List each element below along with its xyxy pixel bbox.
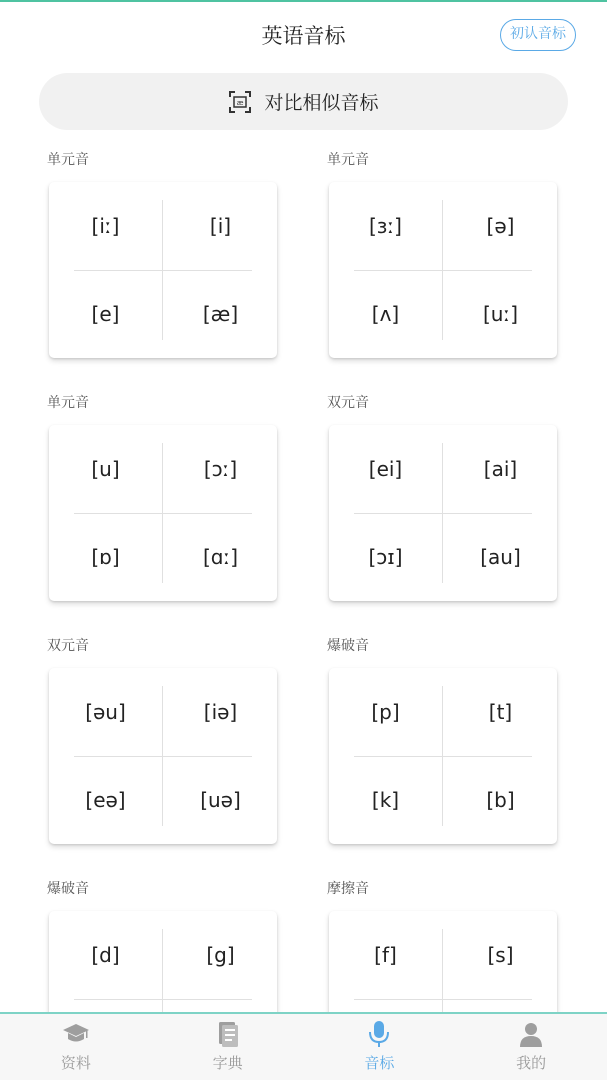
compare-similar-phonetics-button[interactable] bbox=[39, 73, 568, 130]
phonetic-symbol[interactable]: [s] bbox=[487, 943, 514, 967]
phonetic-group bbox=[47, 393, 277, 569]
scan-icon bbox=[228, 90, 252, 114]
phonetic-card bbox=[329, 668, 557, 844]
phonetic-symbol[interactable]: [t] bbox=[488, 700, 513, 724]
phonetic-symbol[interactable]: [ɒ] bbox=[91, 545, 120, 569]
microphone-icon bbox=[365, 1020, 393, 1048]
tab-materials[interactable] bbox=[0, 1014, 152, 1080]
phonetic-symbol[interactable]: [uː] bbox=[482, 302, 519, 326]
svg-text:æ: æ bbox=[237, 98, 244, 107]
phonetic-card bbox=[329, 425, 557, 601]
tab-phonetics[interactable] bbox=[304, 1014, 456, 1080]
book-icon bbox=[214, 1020, 242, 1048]
group-label: 摩擦音 bbox=[327, 881, 369, 897]
phonetic-symbol[interactable]: [i] bbox=[209, 214, 232, 238]
phonetic-symbol[interactable]: [u] bbox=[91, 457, 120, 481]
phonetic-symbol[interactable]: [ɑː] bbox=[202, 545, 239, 569]
phonetic-group bbox=[47, 879, 277, 967]
phonetic-symbol[interactable]: [f] bbox=[374, 943, 397, 967]
phonetic-group bbox=[327, 393, 557, 569]
phonetic-symbol[interactable] bbox=[49, 999, 162, 1012]
phonetic-group bbox=[47, 636, 277, 812]
phonetic-symbol[interactable]: [ɔː] bbox=[203, 457, 238, 481]
phonetic-card bbox=[49, 911, 277, 1012]
phonetic-symbol[interactable]: [ʌ] bbox=[371, 302, 400, 326]
phonetic-card bbox=[49, 182, 277, 358]
phonetic-symbol[interactable]: [ɜː] bbox=[369, 214, 402, 238]
user-icon bbox=[517, 1020, 545, 1048]
phonetic-group bbox=[47, 150, 277, 326]
phonetic-symbol[interactable]: [uə] bbox=[200, 788, 241, 812]
phonetic-symbol[interactable]: [k] bbox=[371, 788, 400, 812]
group-label: 单元音 bbox=[47, 395, 89, 411]
group-label: 双元音 bbox=[327, 395, 369, 411]
phonetic-card bbox=[329, 182, 557, 358]
phonetic-symbol[interactable]: [eə] bbox=[85, 788, 126, 812]
group-label: 爆破音 bbox=[327, 638, 369, 654]
phonetic-group bbox=[327, 879, 557, 967]
phonetic-symbol[interactable]: [g] bbox=[206, 943, 235, 967]
phonetic-symbol[interactable]: [ɔɪ] bbox=[368, 545, 403, 569]
tab-mine[interactable] bbox=[455, 1014, 607, 1080]
phonetic-symbol[interactable]: [ə] bbox=[486, 214, 515, 238]
phonetic-symbol[interactable]: [au] bbox=[480, 545, 521, 569]
tab-label: 字典 bbox=[212, 1054, 243, 1072]
group-label: 双元音 bbox=[47, 638, 89, 654]
group-label: 爆破音 bbox=[47, 881, 89, 897]
phonetic-symbol[interactable]: [d] bbox=[91, 943, 120, 967]
phonetic-symbol[interactable]: [p] bbox=[371, 700, 400, 724]
phonetic-symbol[interactable]: [ai] bbox=[483, 457, 518, 481]
phonetic-symbol[interactable]: [æ] bbox=[202, 302, 239, 326]
tab-dictionary[interactable] bbox=[152, 1014, 304, 1080]
tab-label: 音标 bbox=[364, 1054, 395, 1072]
phonetic-group bbox=[327, 150, 557, 326]
page-title: 英语音标 bbox=[261, 24, 346, 48]
tab-label: 我的 bbox=[516, 1054, 547, 1072]
graduation-cap-icon bbox=[62, 1020, 90, 1048]
phonetic-card bbox=[329, 911, 557, 1012]
phonetic-symbol[interactable]: [əu] bbox=[85, 700, 126, 724]
intro-phonetics-button[interactable]: 初认音标 bbox=[500, 19, 576, 51]
compare-button-label: 对比相似音标 bbox=[264, 92, 379, 114]
header bbox=[0, 2, 607, 66]
tab-label: 资料 bbox=[60, 1054, 91, 1072]
phonetic-symbol[interactable]: [ei] bbox=[368, 457, 403, 481]
phonetic-card bbox=[49, 425, 277, 601]
group-label: 单元音 bbox=[47, 152, 89, 168]
phonetic-symbol[interactable]: [iə] bbox=[203, 700, 238, 724]
phonetic-symbol[interactable]: [b] bbox=[486, 788, 515, 812]
phonetic-symbol[interactable]: [iː] bbox=[91, 214, 120, 238]
group-label: 单元音 bbox=[327, 152, 369, 168]
phonetic-symbol[interactable] bbox=[164, 999, 277, 1012]
phonetics-list bbox=[0, 140, 607, 1012]
phonetic-symbol[interactable]: [e] bbox=[91, 302, 120, 326]
phonetic-symbol[interactable] bbox=[329, 999, 442, 1012]
phonetic-group bbox=[327, 636, 557, 812]
phonetic-symbol[interactable] bbox=[444, 999, 557, 1012]
phonetic-card bbox=[49, 668, 277, 844]
bottom-tab-bar bbox=[0, 1012, 607, 1080]
